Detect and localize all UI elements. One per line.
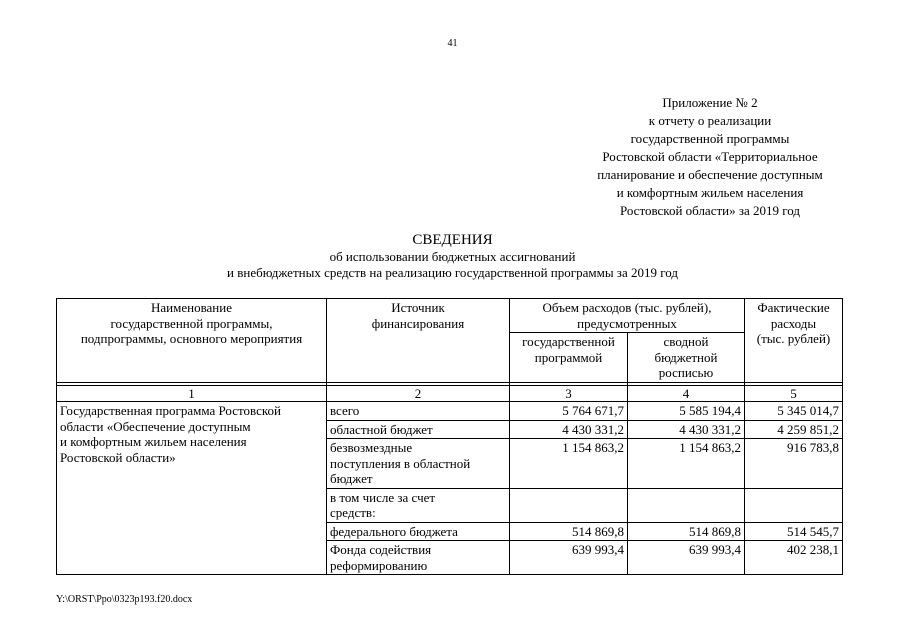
planned-cell: 5 764 671,7 (510, 402, 628, 421)
header-planned-expenses: Объем расходов (тыс. рублей), предусмотренных (510, 299, 745, 333)
planned-cell: 639 993,4 (510, 541, 628, 575)
planned-cell: 1 154 863,2 (510, 439, 628, 489)
actual-cell: 514 545,7 (745, 522, 843, 541)
title-line: и внебюджетных средств на реализацию государственной программы за 2019 год (227, 265, 678, 280)
planned-cell: 4 430 331,2 (510, 420, 628, 439)
header-funding-source: Источник финансирования (327, 299, 510, 383)
header-actual-expenses: Фактические расходы (тыс. рублей) (745, 299, 843, 383)
index-cell: 1 (57, 385, 327, 402)
appendix-line: к отчету о реализации (648, 113, 772, 128)
page-number: 41 (447, 38, 458, 49)
program-name-cell: Государственная программа Ростовской области «Обеспечение доступным и комфортным жильем населения Ростовской области» (57, 402, 327, 575)
appendix-line: Приложение № 2 (662, 95, 758, 110)
index-row (57, 385, 843, 402)
appendix-line: планирование и обеспечение доступным (597, 167, 823, 182)
planned-cell: 514 869,8 (510, 522, 628, 541)
appendix-line: Ростовской области «Территориальное (602, 149, 818, 164)
index-cell: 5 (745, 385, 843, 402)
table-row (57, 402, 843, 421)
appendix-header (560, 94, 860, 220)
actual-cell: 916 783,8 (745, 439, 843, 489)
appendix-line: Ростовской области» за 2019 год (619, 203, 801, 218)
source-cell: всего (327, 402, 510, 421)
source-cell: федерального бюджета (327, 522, 510, 541)
index-cell: 4 (628, 385, 745, 402)
budget-cell: 514 869,8 (628, 522, 745, 541)
actual-cell (745, 488, 843, 522)
source-cell: областной бюджет (327, 420, 510, 439)
source-cell: безвозмездные поступления в областной бюджет (327, 439, 510, 489)
header-program-name: Наименование государственной программы, подпрограммы, основного мероприятия (57, 299, 327, 383)
document-title (0, 232, 905, 281)
source-cell: Фонда содействия реформированию (327, 541, 510, 575)
budget-cell (628, 488, 745, 522)
budget-cell: 639 993,4 (628, 541, 745, 575)
header-row (57, 299, 843, 333)
appendix-line: и комфортным жильем населения (616, 185, 804, 200)
budget-cell: 1 154 863,2 (628, 439, 745, 489)
budget-cell: 4 430 331,2 (628, 420, 745, 439)
appendix-line: государственной программы (630, 131, 790, 146)
expenditure-table (56, 298, 843, 575)
actual-cell: 402 238,1 (745, 541, 843, 575)
title-line: об использовании бюджетных ассигнований (329, 249, 576, 264)
header-budget-schedule: сводной бюджетной росписью (628, 333, 745, 383)
header-state-program: государственной программой (510, 333, 628, 383)
index-cell: 2 (327, 385, 510, 402)
source-cell: в том числе за счет средств: (327, 488, 510, 522)
file-path-footer: Y:\ORST\Ppo\0323p193.f20.docx (56, 594, 193, 605)
planned-cell (510, 488, 628, 522)
index-cell: 3 (510, 385, 628, 402)
title-main: СВЕДЕНИЯ (412, 232, 493, 248)
actual-cell: 5 345 014,7 (745, 402, 843, 421)
budget-cell: 5 585 194,4 (628, 402, 745, 421)
actual-cell: 4 259 851,2 (745, 420, 843, 439)
